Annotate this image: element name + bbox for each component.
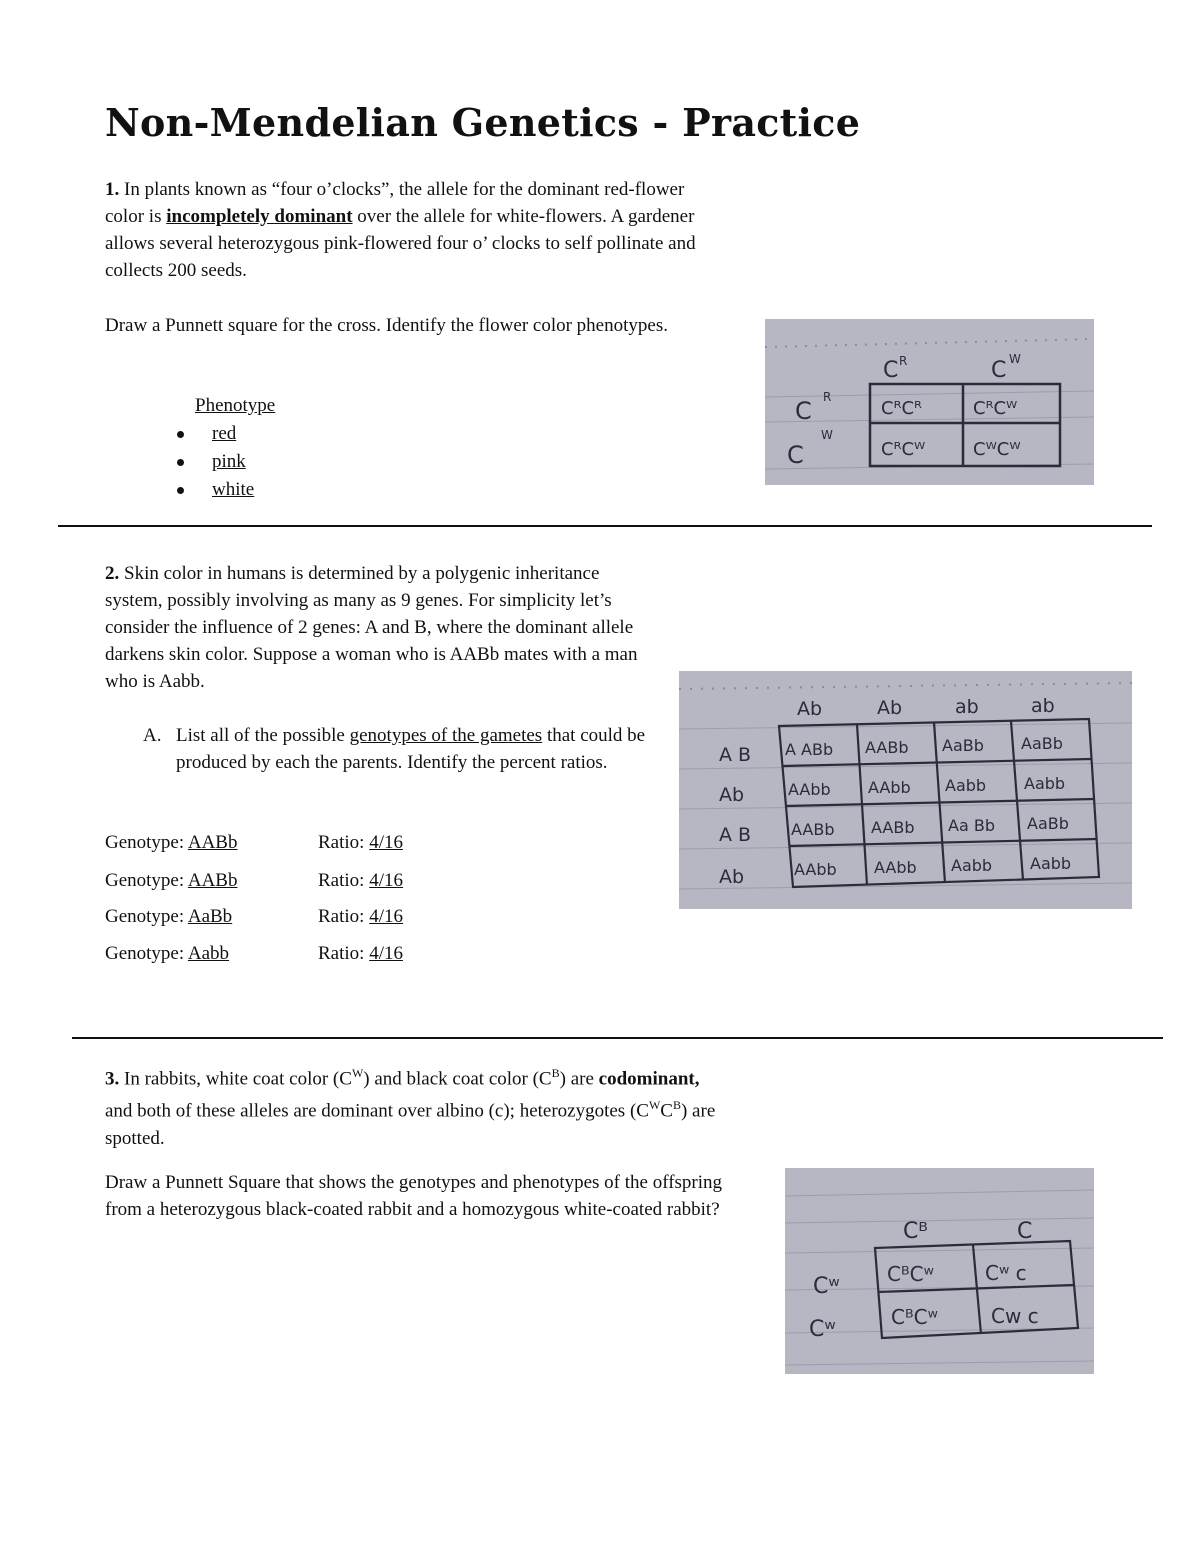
allele-top-2-sup: W [1009,352,1021,366]
punnett-cell: AaBb [1021,734,1063,753]
allele-side: A B [719,744,752,766]
allele-top-1: Cᴮ [903,1219,928,1244]
bullet-icon [177,487,184,494]
ratio-label: Ratio: [318,870,370,891]
genotype-value: AABb [187,832,238,853]
punnett-cell: AaBb [942,736,984,755]
allele-superscript: W [351,1066,364,1080]
question-3-text-3: ) are [559,1068,599,1090]
table-row [105,829,237,856]
punnett-cell: CᴿCᴿ [881,398,922,419]
question-1-number: 1. [105,179,120,200]
question-2-text [105,560,655,695]
ratio-value: 4/16 [369,832,403,853]
question-3-text-4: and both of these alleles are dominant over albino (c); heterozygotes (C [105,1100,649,1122]
allele-top: Ab [877,697,903,719]
punnett-cell: CᴮCʷ [887,1262,934,1286]
part-a-text-a: List all of the possible [176,725,350,746]
phenotype-item: red [212,423,237,444]
allele-side-1: C [795,397,812,425]
allele-top-1: C [883,358,899,383]
section-divider [58,525,1152,527]
question-3-text-5: C [660,1100,673,1122]
part-a-label: A. [143,725,162,746]
punnett-cell: Cʷ c [985,1261,1027,1285]
ratio-label: Ratio: [318,943,370,964]
punnett-cell: AAbb [868,778,911,797]
allele-top-2: C [1017,1219,1033,1244]
phenotype-list [212,420,254,504]
table-row [318,829,403,856]
page-title: Non-Mendelian Genetics - Practice [105,100,861,145]
question-1-emphasis: incompletely dominant [166,206,353,227]
allele-top: ab [955,696,979,718]
allele-side: Ab [719,784,745,806]
genotype-label: Genotype: [105,943,188,964]
part-a-emphasis: genotypes of the gametes [349,725,543,746]
punnett-cell: AAbb [788,780,831,799]
allele-side-2: C [787,441,804,469]
allele-side-1: Cʷ [813,1274,840,1299]
ratio-value: 4/16 [369,906,403,927]
punnett-cell: CᴿCᵂ [973,398,1018,419]
allele-side-2-sup: W [821,428,833,442]
genotype-value: AaBb [187,906,233,927]
punnett-cell: AaBb [1027,814,1069,833]
question-3-text-6: ) are spotted. [105,1100,716,1149]
punnett-cell: Aabb [951,856,993,875]
table-row [318,940,403,967]
table-row [105,867,237,894]
genotype-label: Genotype: [105,832,188,853]
allele-top: Ab [797,698,823,720]
genotype-label: Genotype: [105,906,188,927]
allele-side: Ab [719,866,745,888]
ratio-value: 4/16 [369,943,403,964]
table-row [105,903,232,930]
punnett-square-photo-2 [679,671,1132,909]
allele-superscript: B [672,1098,681,1113]
allele-side: A B [719,824,752,846]
ratio-label: Ratio: [318,832,370,853]
punnett-cell: AABb [871,818,915,837]
punnett-cell: AABb [865,738,909,757]
allele-top: ab [1031,695,1055,717]
phenotype-item: white [212,479,255,500]
ratio-value: 4/16 [369,870,403,891]
bullet-icon [177,459,184,466]
punnett-cell: CᴮCʷ [891,1305,938,1329]
question-2-number: 2. [105,563,120,584]
question-1-text-b: over the allele for white-flowers. A gardener allows several heterozygous pink-flowered four o’ clocks to self pollinate and collects 200 seeds. [105,206,696,281]
question-3-emphasis: codominant, [598,1068,700,1090]
question-1-instruction: Draw a Punnett square for the cross. Identify the flower color phenotypes. [105,315,668,336]
question-3-text [105,1060,725,1152]
phenotype-item: pink [212,451,246,472]
question-3-text-1: In rabbits, white coat color (C [119,1068,352,1090]
table-row [318,903,403,930]
part-a-text-b: that could be produced by each the parents. Identify the percent ratios. [176,725,646,773]
bullet-icon [177,431,184,438]
allele-superscript: W [648,1098,661,1113]
punnett-cell: Aabb [1024,774,1066,793]
genotype-label: Genotype: [105,870,188,891]
section-divider [72,1037,1163,1039]
list-item [212,476,254,504]
ratio-label: Ratio: [318,906,370,927]
allele-top-2: C [991,358,1007,383]
punnett-cell: Aabb [1030,854,1072,873]
punnett-cell: CᵂCᵂ [973,439,1021,460]
punnett-cell: Aabb [945,776,987,795]
question-3-text-2: ) and black coat color (C [363,1068,552,1090]
phenotype-header: Phenotype [195,395,276,416]
punnett-square-photo-3 [785,1168,1094,1374]
table-row [105,940,229,967]
allele-side-1-sup: R [823,390,832,404]
punnett-cell: CᴿCᵂ [881,439,926,460]
question-3-number: 3. [105,1068,120,1090]
part-a-text [176,722,646,776]
punnett-cell: AABb [791,820,835,839]
punnett-cell: Cw c [991,1304,1039,1328]
punnett-cell: AAbb [794,860,837,879]
table-row [318,867,403,894]
punnett-cell: Aa Bb [948,816,995,835]
list-item [212,420,254,448]
question-3-instruction: Draw a Punnett Square that shows the genotypes and phenotypes of the offspring from a heterozygous black-coated rabbit and a homozygous white-coated rabbit? [105,1172,723,1220]
punnett-square-photo-1 [765,319,1094,485]
allele-superscript: B [551,1066,560,1080]
list-item [212,448,254,476]
question-2-body: Skin color in humans is determined by a polygenic inheritance system, possibly involving as many as 9 genes. For simplicity let’s consider the influence of 2 genes: A and B, where the dominant allele darkens skin color. Suppose a woman who is AABb mates with a man who is Aabb. [105,563,638,692]
punnett-cell: AAbb [874,858,917,877]
punnett-cell: A ABb [785,740,834,759]
allele-top-1-sup: R [899,354,908,368]
question-1-text [105,176,725,284]
genotype-value: Aabb [187,943,230,964]
allele-side-2: Cʷ [809,1317,836,1342]
question-1-text-a: In plants known as “four o’clocks”, the allele for the dominant red-flower color is [105,179,685,227]
genotype-value: AABb [187,870,238,891]
